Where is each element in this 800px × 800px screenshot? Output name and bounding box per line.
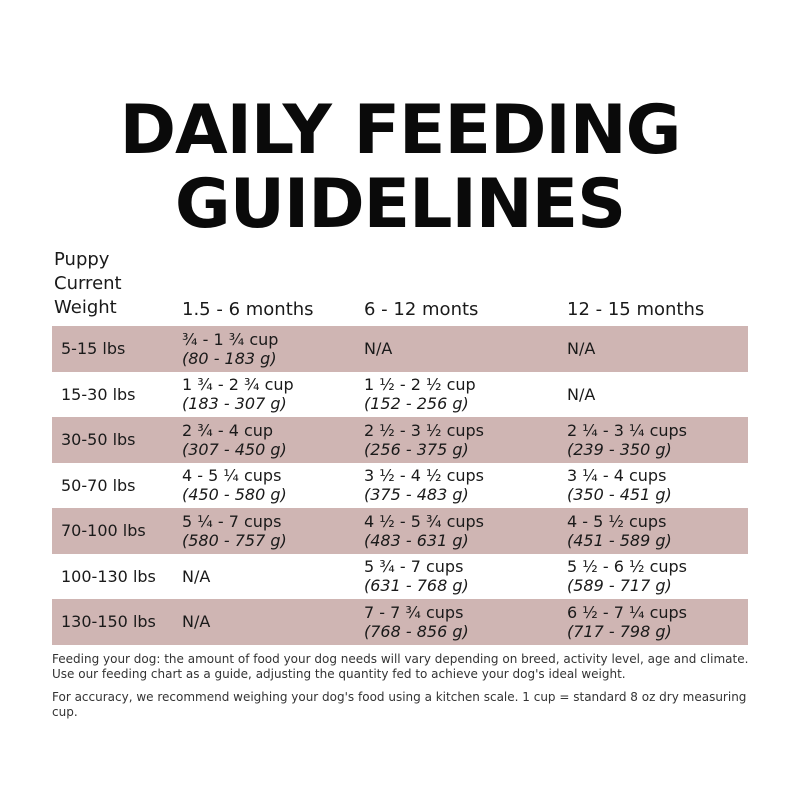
header-age-3: 12 - 15 months	[567, 299, 705, 320]
grams-value: (152 - 256 g)	[364, 394, 469, 414]
amount-cell	[567, 463, 672, 509]
grams-value: (80 - 183 g)	[182, 348, 277, 368]
cups-value: N/A	[567, 384, 596, 404]
cups-value: 2 ½ - 3 ½ cups	[364, 420, 485, 440]
cups-value: 4 - 5 ½ cups	[567, 511, 667, 531]
amount-cell	[364, 554, 469, 600]
amount-cell	[182, 326, 278, 372]
cups-value: 1 ½ - 2 ½ cup	[364, 375, 476, 395]
table-row	[52, 599, 748, 645]
cups-value: 5 ½ - 6 ½ cups	[567, 557, 688, 577]
amount-cell	[567, 554, 687, 600]
cups-value: 6 ½ - 7 ¼ cups	[567, 602, 688, 622]
cups-value: 5 ¼ - 7 cups	[182, 511, 282, 531]
amount-cell	[182, 417, 287, 463]
grams-value: (631 - 768 g)	[364, 576, 469, 596]
cups-value: 1 ¾ - 2 ¾ cup	[182, 375, 294, 395]
grams-value: (350 - 451 g)	[567, 485, 672, 505]
header-weight-line-1: Puppy	[54, 249, 110, 270]
amount-cell	[364, 417, 484, 463]
weight-cell: 30-50 lbs	[61, 430, 136, 450]
feeding-note: Feeding your dog: the amount of food your dog needs will vary depending on breed, activity level, age and climate. Use our feeding chart as a guide, adjusting the quantity fed to achieve your dog's ideal weight.	[52, 652, 749, 681]
grams-value: (375 - 483 g)	[364, 485, 469, 505]
cups-value: N/A	[567, 339, 596, 359]
amount-cell	[567, 599, 687, 645]
amount-cell	[182, 599, 210, 645]
grams-value: (450 - 580 g)	[182, 485, 287, 505]
header-age-2: 6 - 12 monts	[364, 299, 479, 320]
table-row	[52, 463, 748, 509]
cups-value: 5 ¾ - 7 cups	[364, 557, 464, 577]
amount-cell	[364, 599, 469, 645]
cups-value: ¾ - 1 ¾ cup	[182, 329, 279, 349]
amount-cell	[364, 508, 484, 554]
header-weight-line-3: Weight	[54, 297, 117, 318]
accuracy-note: For accuracy, we recommend weighing your dog's food using a kitchen scale. 1 cup = standard 8 oz dry measuring cup.	[52, 690, 747, 719]
feeding-table	[52, 326, 748, 645]
header-weight	[54, 248, 174, 320]
table-row	[52, 508, 748, 554]
weight-cell: 50-70 lbs	[61, 475, 136, 495]
weight-cell: 70-100 lbs	[61, 521, 146, 541]
table-row	[52, 554, 748, 600]
table-header	[0, 248, 800, 324]
grams-value: (307 - 450 g)	[182, 439, 287, 459]
cups-value: N/A	[364, 339, 393, 359]
amount-cell	[364, 372, 476, 418]
amount-cell	[182, 372, 294, 418]
grams-value: (256 - 375 g)	[364, 439, 469, 459]
cups-value: N/A	[182, 566, 211, 586]
amount-cell	[364, 463, 484, 509]
cups-value: 3 ½ - 4 ½ cups	[364, 466, 485, 486]
cups-value: 7 - 7 ¾ cups	[364, 602, 464, 622]
header-age-1: 1.5 - 6 months	[182, 299, 314, 320]
table-row	[52, 372, 748, 418]
table-row	[52, 326, 748, 372]
cups-value: 4 - 5 ¼ cups	[182, 466, 282, 486]
page-title-line-2: GUIDELINES	[174, 165, 626, 244]
amount-cell	[182, 554, 210, 600]
grams-value: (768 - 856 g)	[364, 621, 469, 641]
grams-value: (589 - 717 g)	[567, 576, 672, 596]
grams-value: (183 - 307 g)	[182, 394, 287, 414]
cups-value: 2 ¾ - 4 cup	[182, 420, 274, 440]
grams-value: (717 - 798 g)	[567, 621, 672, 641]
weight-cell: 130-150 lbs	[61, 612, 156, 632]
amount-cell	[567, 417, 687, 463]
amount-cell	[567, 326, 595, 372]
grams-value: (239 - 350 g)	[567, 439, 672, 459]
grams-value: (451 - 589 g)	[567, 530, 672, 550]
page-title-line-1: DAILY FEEDING	[119, 91, 681, 170]
grams-value: (580 - 757 g)	[182, 530, 287, 550]
weight-cell: 100-130 lbs	[61, 566, 156, 586]
amount-cell	[567, 508, 672, 554]
cups-value: 2 ¼ - 3 ¼ cups	[567, 420, 688, 440]
cups-value: 4 ½ - 5 ¾ cups	[364, 511, 485, 531]
cups-value: N/A	[182, 612, 211, 632]
amount-cell	[182, 463, 287, 509]
grams-value: (483 - 631 g)	[364, 530, 469, 550]
header-weight-line-2: Current	[54, 273, 122, 294]
table-row	[52, 417, 748, 463]
weight-cell: 5-15 lbs	[61, 339, 126, 359]
amount-cell	[567, 372, 595, 418]
amount-cell	[364, 326, 392, 372]
cups-value: 3 ¼ - 4 cups	[567, 466, 667, 486]
amount-cell	[182, 508, 287, 554]
weight-cell: 15-30 lbs	[61, 384, 136, 404]
